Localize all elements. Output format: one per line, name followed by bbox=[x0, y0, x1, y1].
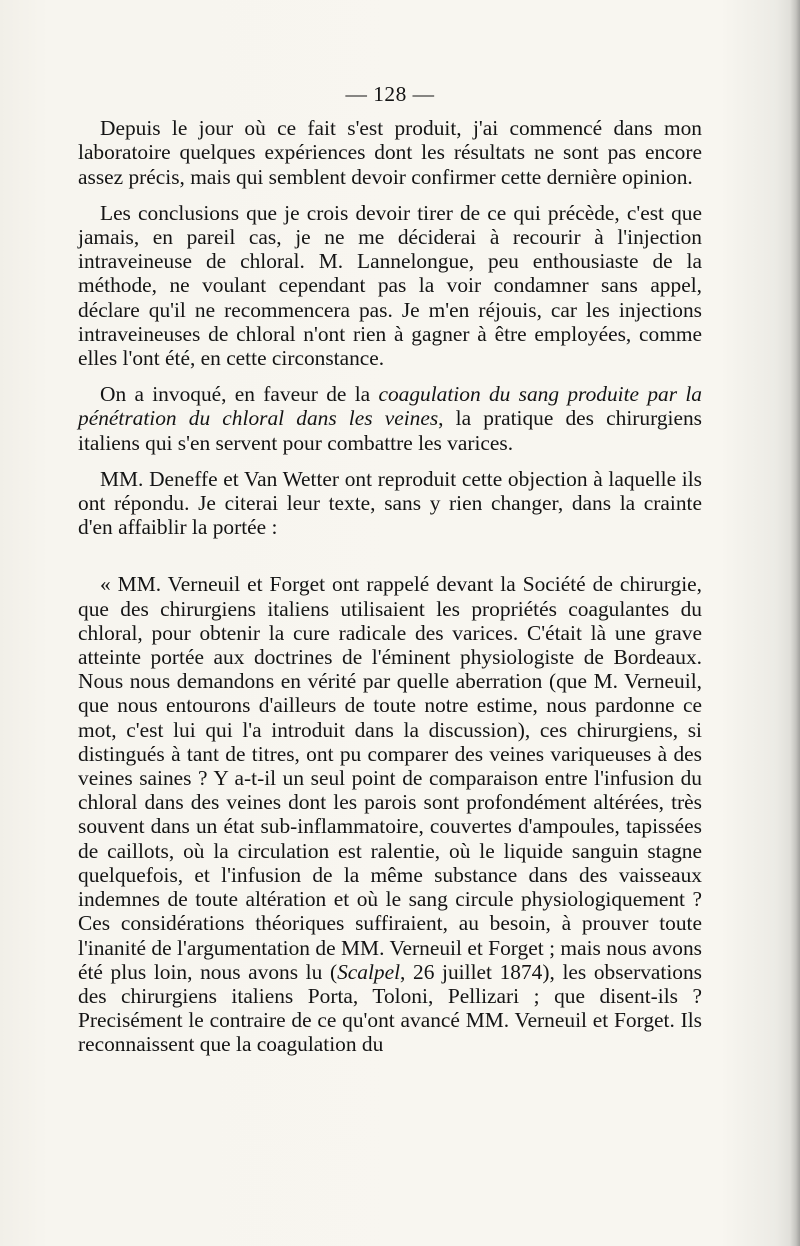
paragraph-4: MM. Deneffe et Van Wetter ont reproduit cette objection à laquelle ils ont répondu. Je citerai leur texte, sans y rien changer, dans la crainte d'en affaiblir la portée : bbox=[78, 466, 702, 540]
paragraph-3-italic: coagulation du sang produite par la pénétration du chloral dans les veines bbox=[78, 382, 702, 431]
paragraph-3-text-before: On a invoqué, en faveur de la bbox=[100, 382, 379, 407]
quotation-paragraph bbox=[78, 572, 702, 1056]
page-edge-shadow bbox=[790, 0, 800, 1246]
paragraph-3-text-after: , la pratique des chirurgiens italiens qui s'en servent pour combattre les varices. bbox=[78, 406, 702, 455]
quotation-italic-scalpel: Scalpel bbox=[337, 959, 401, 984]
paragraph-1: Depuis le jour où ce fait s'est produit, j'ai commencé dans mon laboratoire quelques expériences dont les résultats ne sont pas encore assez précis, mais qui semblent devoir confirmer cette dernière opinion. bbox=[78, 116, 702, 189]
paragraph-2: Les conclusions que je crois devoir tirer de ce qui précède, c'est que jamais, en pareil cas, je ne me déciderai à recourir à l'injection intraveineuse de chloral. M. Lannelongue, peu enthousiaste de la méthode, ne voulant cependant pas la voir condamner sans appel, déclare qu'il ne recommencera pas. Je m'en réjouis, car les injections intraveineuses de chloral n'ont rien à gagner à être employées, comme elles l'ont été, en cette circonstance. bbox=[78, 200, 702, 371]
paragraph-3 bbox=[78, 382, 702, 455]
quotation-text-before: « MM. Verneuil et Forget ont rappelé devant la Société de chirurgie, que des chirurgiens italiens utilisaient les propriétés coagulantes du chloral, pour obtenir la cure radicale des varices. C'était là une grave atteinte portée aux doctrines de l'éminent physiologiste de Bordeaux. Nous nous demandons en vérité par quelle aberration (que M. Verneuil, que nous entourons d'ailleurs de toute notre estime, nous pardonne ce mot, c'est lui qui l'a introduit dans la discussion), ces chirurgiens, si distingués à tant de titres, ont pu comparer des veines variqueuses à des veines saines ? Y a-t-il un seul point de comparaison entre l'infusion du chloral dans des veines dont les parois sont profondément altérées, très souvent dans un état sub-inflammatoire, couvertes d'ampoules, tapissées de caillots, où la circulation est ralentie, où le liquide sanguin stagne quelquefois, et l'infusion de la même substance dans des vaisseaux indemnes de toute altération et où le sang circule physiologiquement ? Ces considérations théoriques suffiraient, au besoin, à prouver toute l'inanité de l'argumentation de MM. Verneuil et Forget ; mais nous avons été plus loin, nous avons lu ( bbox=[78, 572, 702, 984]
page-number: — 128 — bbox=[345, 82, 435, 106]
page-content bbox=[78, 82, 702, 1057]
quotation-text-after: , 26 juillet 1874), les observations des chirurgiens italiens Porta, Toloni, Pellizari ; que disent-ils ? Precisément le contraire de ce qu'ont avancé MM. Verneuil et Forget. Ils reconnaissent que la coagulation du bbox=[78, 959, 702, 1057]
